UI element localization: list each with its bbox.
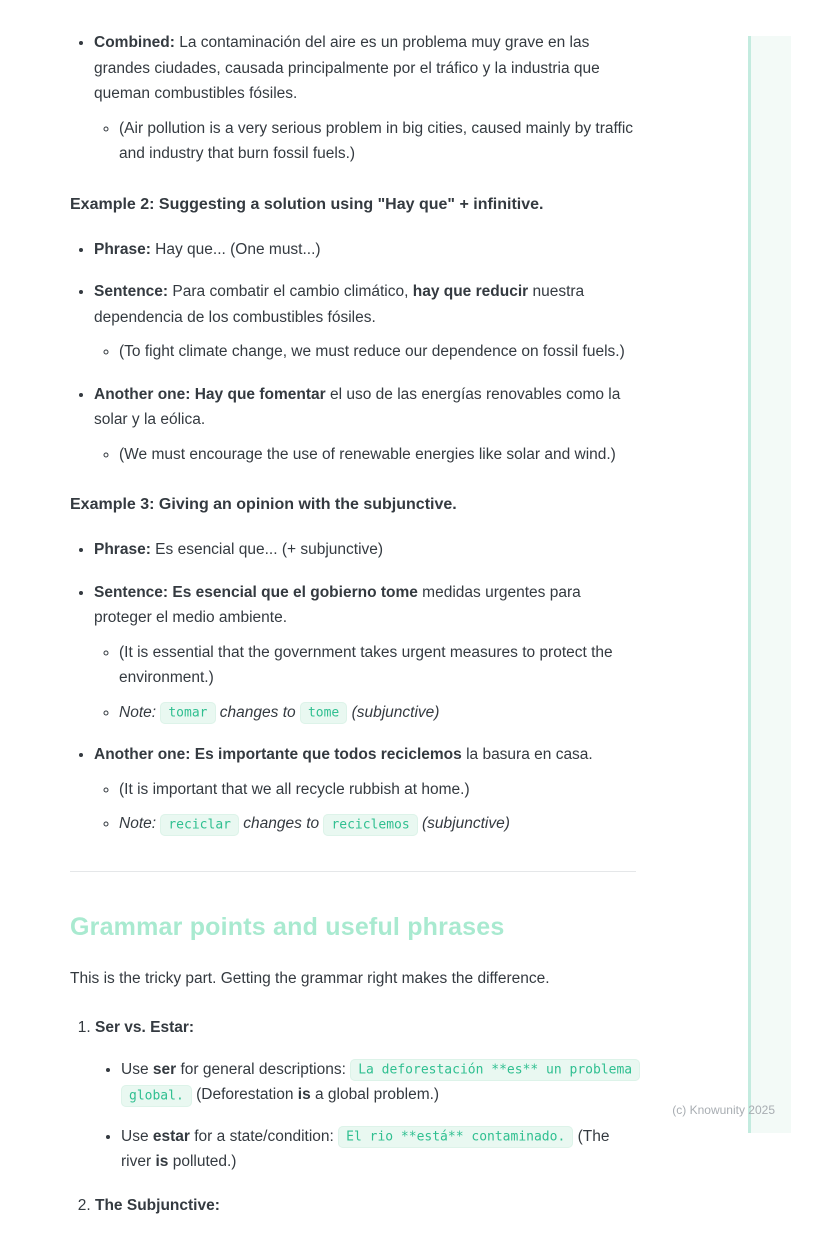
numbered-item-title: [95, 1197, 220, 1214]
list-item: [94, 742, 636, 837]
list-item-translation: [119, 777, 636, 803]
text-segment: (We must encourage the use of renewable energies like solar and wind.): [119, 445, 616, 463]
numbered-item-subjunctive: [95, 1193, 636, 1219]
text-segment: (To fight climate change, we must reduce our dependence on fossil fuels.): [119, 343, 625, 360]
text-segment: la basura en casa.: [461, 746, 593, 763]
text-segment: (subjunctive): [347, 703, 440, 721]
sentence-text: [94, 283, 584, 326]
sub-list: [94, 339, 636, 365]
list-item: [94, 237, 636, 263]
text-segment: nuestra dependencia de los combustibles fósiles.: [94, 283, 585, 326]
grammar-numbered-list: [70, 1015, 636, 1218]
text-segment: Note:: [119, 815, 161, 832]
sub-list: [94, 777, 636, 837]
text-segment: is: [155, 1153, 169, 1170]
text-segment: for a state/condition:: [189, 1127, 339, 1145]
combined-sentence: [94, 34, 600, 102]
text-segment: Phrase:: [94, 240, 151, 258]
list-item: [94, 382, 636, 468]
text-segment: (Air pollution is a very serious problem in big cities, caused mainly by traffic and industry that burn fossil fuels.): [119, 119, 634, 162]
example3-list: [70, 537, 636, 837]
text-segment: medidas urgentes para proteger el medio ambiente.: [94, 583, 581, 626]
code-chip: La deforestación **es** un problema global.: [121, 1059, 640, 1107]
numbered-item-ser-vs-estar: [95, 1015, 636, 1175]
list-item: [94, 279, 636, 365]
text-segment: Sentence: Es esencial que el gobierno tome: [94, 583, 418, 601]
example2-list: [70, 237, 636, 468]
text-segment: Another one: Es importante que todos reciclemos: [94, 746, 462, 763]
text-segment: Note:: [119, 703, 161, 721]
text-segment: for general descriptions:: [176, 1060, 351, 1078]
text-segment: Ser vs. Estar:: [95, 1019, 195, 1036]
text-segment: hay que reducir: [412, 283, 529, 300]
text-segment: (It is essential that the government takes urgent measures to protect the environment.): [119, 643, 613, 686]
text-segment: Es esencial que... (+ subjunctive): [150, 541, 384, 558]
grammar-intro-paragraph: This is the tricky part. Getting the grammar right makes the difference.: [70, 969, 550, 987]
list-item-note: [119, 811, 636, 837]
list-item-ser-rule: [121, 1057, 636, 1108]
code-chip: tome: [300, 702, 347, 724]
grammar-section-heading: Grammar points and useful phrases: [70, 912, 505, 941]
text-segment: el uso de las energías renovables como la solar y la eólica.: [94, 385, 621, 428]
text-segment: (Deforestation: [191, 1086, 298, 1103]
numbered-item-title: [95, 1019, 194, 1036]
sub-list: [94, 442, 636, 468]
sub-list: [94, 116, 636, 167]
text-segment: Combined:: [94, 34, 175, 51]
list-item: [94, 30, 636, 167]
combined-example-list: [70, 30, 636, 167]
text-segment: The Subjunctive:: [95, 1196, 220, 1214]
code-chip: reciclemos: [323, 814, 417, 836]
list-item: [94, 537, 636, 563]
list-item-estar-rule: [121, 1124, 636, 1175]
list-item: [94, 580, 636, 726]
list-item-translation: [119, 339, 636, 365]
list-item-translation: [119, 442, 636, 468]
list-item-note: [119, 700, 636, 726]
code-chip: El rio **está** contaminado.: [338, 1126, 573, 1148]
code-chip: tomar: [160, 702, 215, 724]
text-segment: polluted.): [168, 1153, 237, 1170]
text-segment: (The river: [121, 1127, 610, 1170]
text-segment: Use: [121, 1060, 153, 1078]
right-accent-line: [748, 36, 751, 1133]
list-item-translation: [119, 640, 636, 691]
right-accent-band: [751, 36, 791, 1133]
phrase-sentence: [94, 541, 383, 558]
text-segment: is: [297, 1086, 311, 1103]
sub-list: [95, 1057, 636, 1175]
text-segment: Sentence:: [94, 283, 169, 300]
sentence-text: [94, 584, 581, 627]
text-segment: changes to: [215, 703, 300, 721]
notes-page-content: [70, 30, 636, 1236]
text-segment: Use: [121, 1127, 153, 1145]
text-segment: Another one: Hay que fomentar: [94, 385, 326, 403]
text-segment: Hay que... (One must...): [150, 240, 321, 258]
text-segment: (subjunctive): [417, 815, 510, 832]
text-segment: Phrase:: [94, 541, 151, 558]
copyright-watermark: (c) Knowunity 2025: [672, 1103, 775, 1117]
list-item-translation: [119, 116, 636, 167]
text-segment: changes to: [238, 815, 324, 832]
phrase-sentence: [94, 241, 321, 258]
text-segment: Para combatir el cambio climático,: [168, 283, 413, 300]
text-segment: (It is important that we all recycle rubbish at home.): [119, 780, 470, 798]
example2-heading: Example 2: Suggesting a solution using "Hay que" + infinitive.: [70, 195, 544, 213]
text-segment: La contaminación del aire es un problema muy grave en las grandes ciudades, causada principalmente por el tráfico y la industria que queman combustibles fósiles.: [94, 34, 600, 102]
another-one-text: [94, 386, 620, 429]
another-one-text: [94, 746, 593, 763]
text-segment: estar: [152, 1127, 190, 1145]
code-chip: reciclar: [160, 814, 239, 836]
text-segment: a global problem.): [310, 1086, 440, 1103]
example3-heading: Example 3: Giving an opinion with the subjunctive.: [70, 496, 457, 513]
section-divider: [70, 871, 636, 872]
sub-list: [94, 640, 636, 726]
text-segment: ser: [152, 1060, 177, 1078]
